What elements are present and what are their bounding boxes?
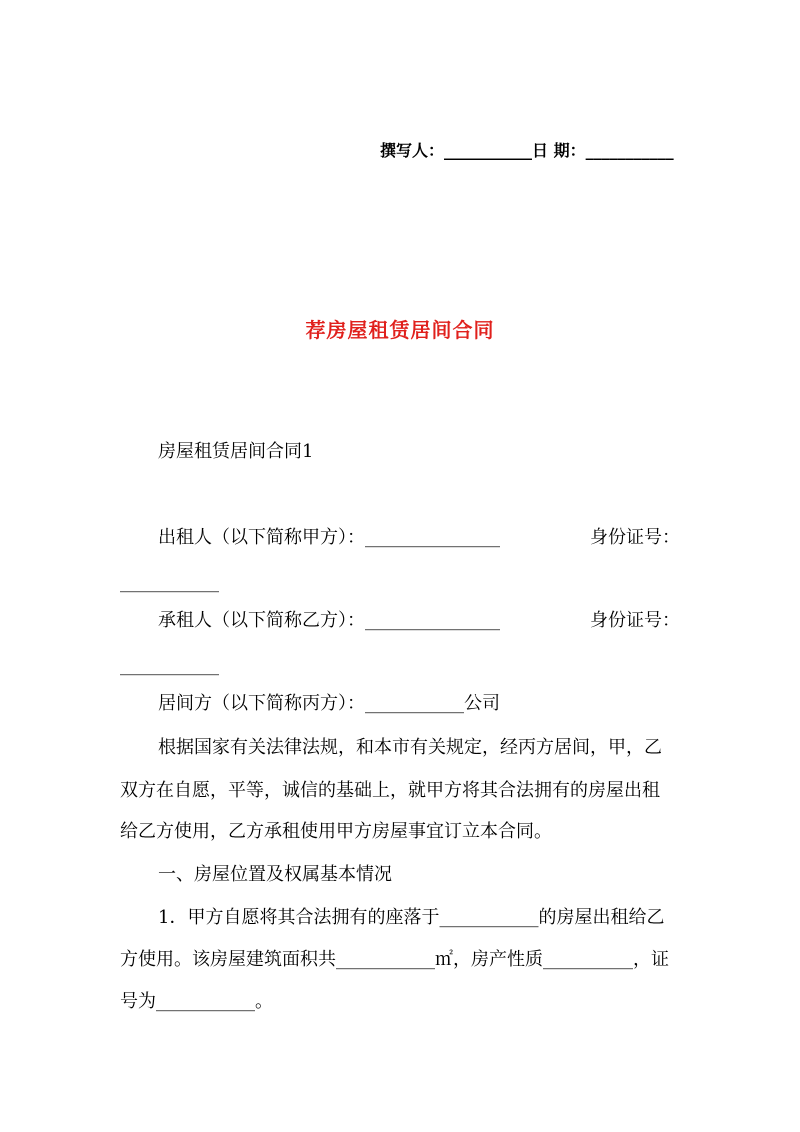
lessee-id-label: 身份证号： [590, 610, 680, 631]
lessee-field: 承租人（以下简称乙方）：_______________ [158, 610, 500, 631]
author-date-line: 撰写人：___________日 期：___________ [380, 141, 674, 160]
clause-1-line-3: 号为___________。 [120, 991, 273, 1012]
lessor-id-blank: ___________ [120, 572, 219, 593]
lessee-row [120, 601, 680, 641]
lessor-row [120, 518, 680, 558]
clause-1-line-1: 1．甲方自愿将其合法拥有的座落于___________的房屋出租给乙 [158, 907, 665, 928]
intro-line-2: 双方在自愿，平等，诚信的基础上，就甲方将其合法拥有的房屋出租 [120, 780, 660, 801]
intro-line-1: 根据国家有关法律法规，和本市有关规定，经丙方居间，甲，乙 [158, 737, 662, 758]
clause-1-line-2: 方使用。该房屋建筑面积共___________㎡，房产性质__________，证 [120, 949, 669, 970]
document-title: 荐房屋租赁居间合同 [305, 318, 495, 342]
lessor-id-label: 身份证号： [590, 527, 680, 548]
lessee-id-blank: ___________ [120, 655, 219, 676]
broker-field: 居间方（以下简称丙方）：___________公司 [158, 693, 500, 714]
lessor-field: 出租人（以下简称甲方）：_______________ [158, 527, 500, 548]
section-heading-1: 一、房屋位置及权属基本情况 [158, 864, 392, 885]
contract-subtitle: 房屋租赁居间合同1 [158, 441, 314, 462]
intro-line-3: 给乙方使用，乙方承租使用甲方房屋事宜订立本合同。 [120, 821, 552, 842]
